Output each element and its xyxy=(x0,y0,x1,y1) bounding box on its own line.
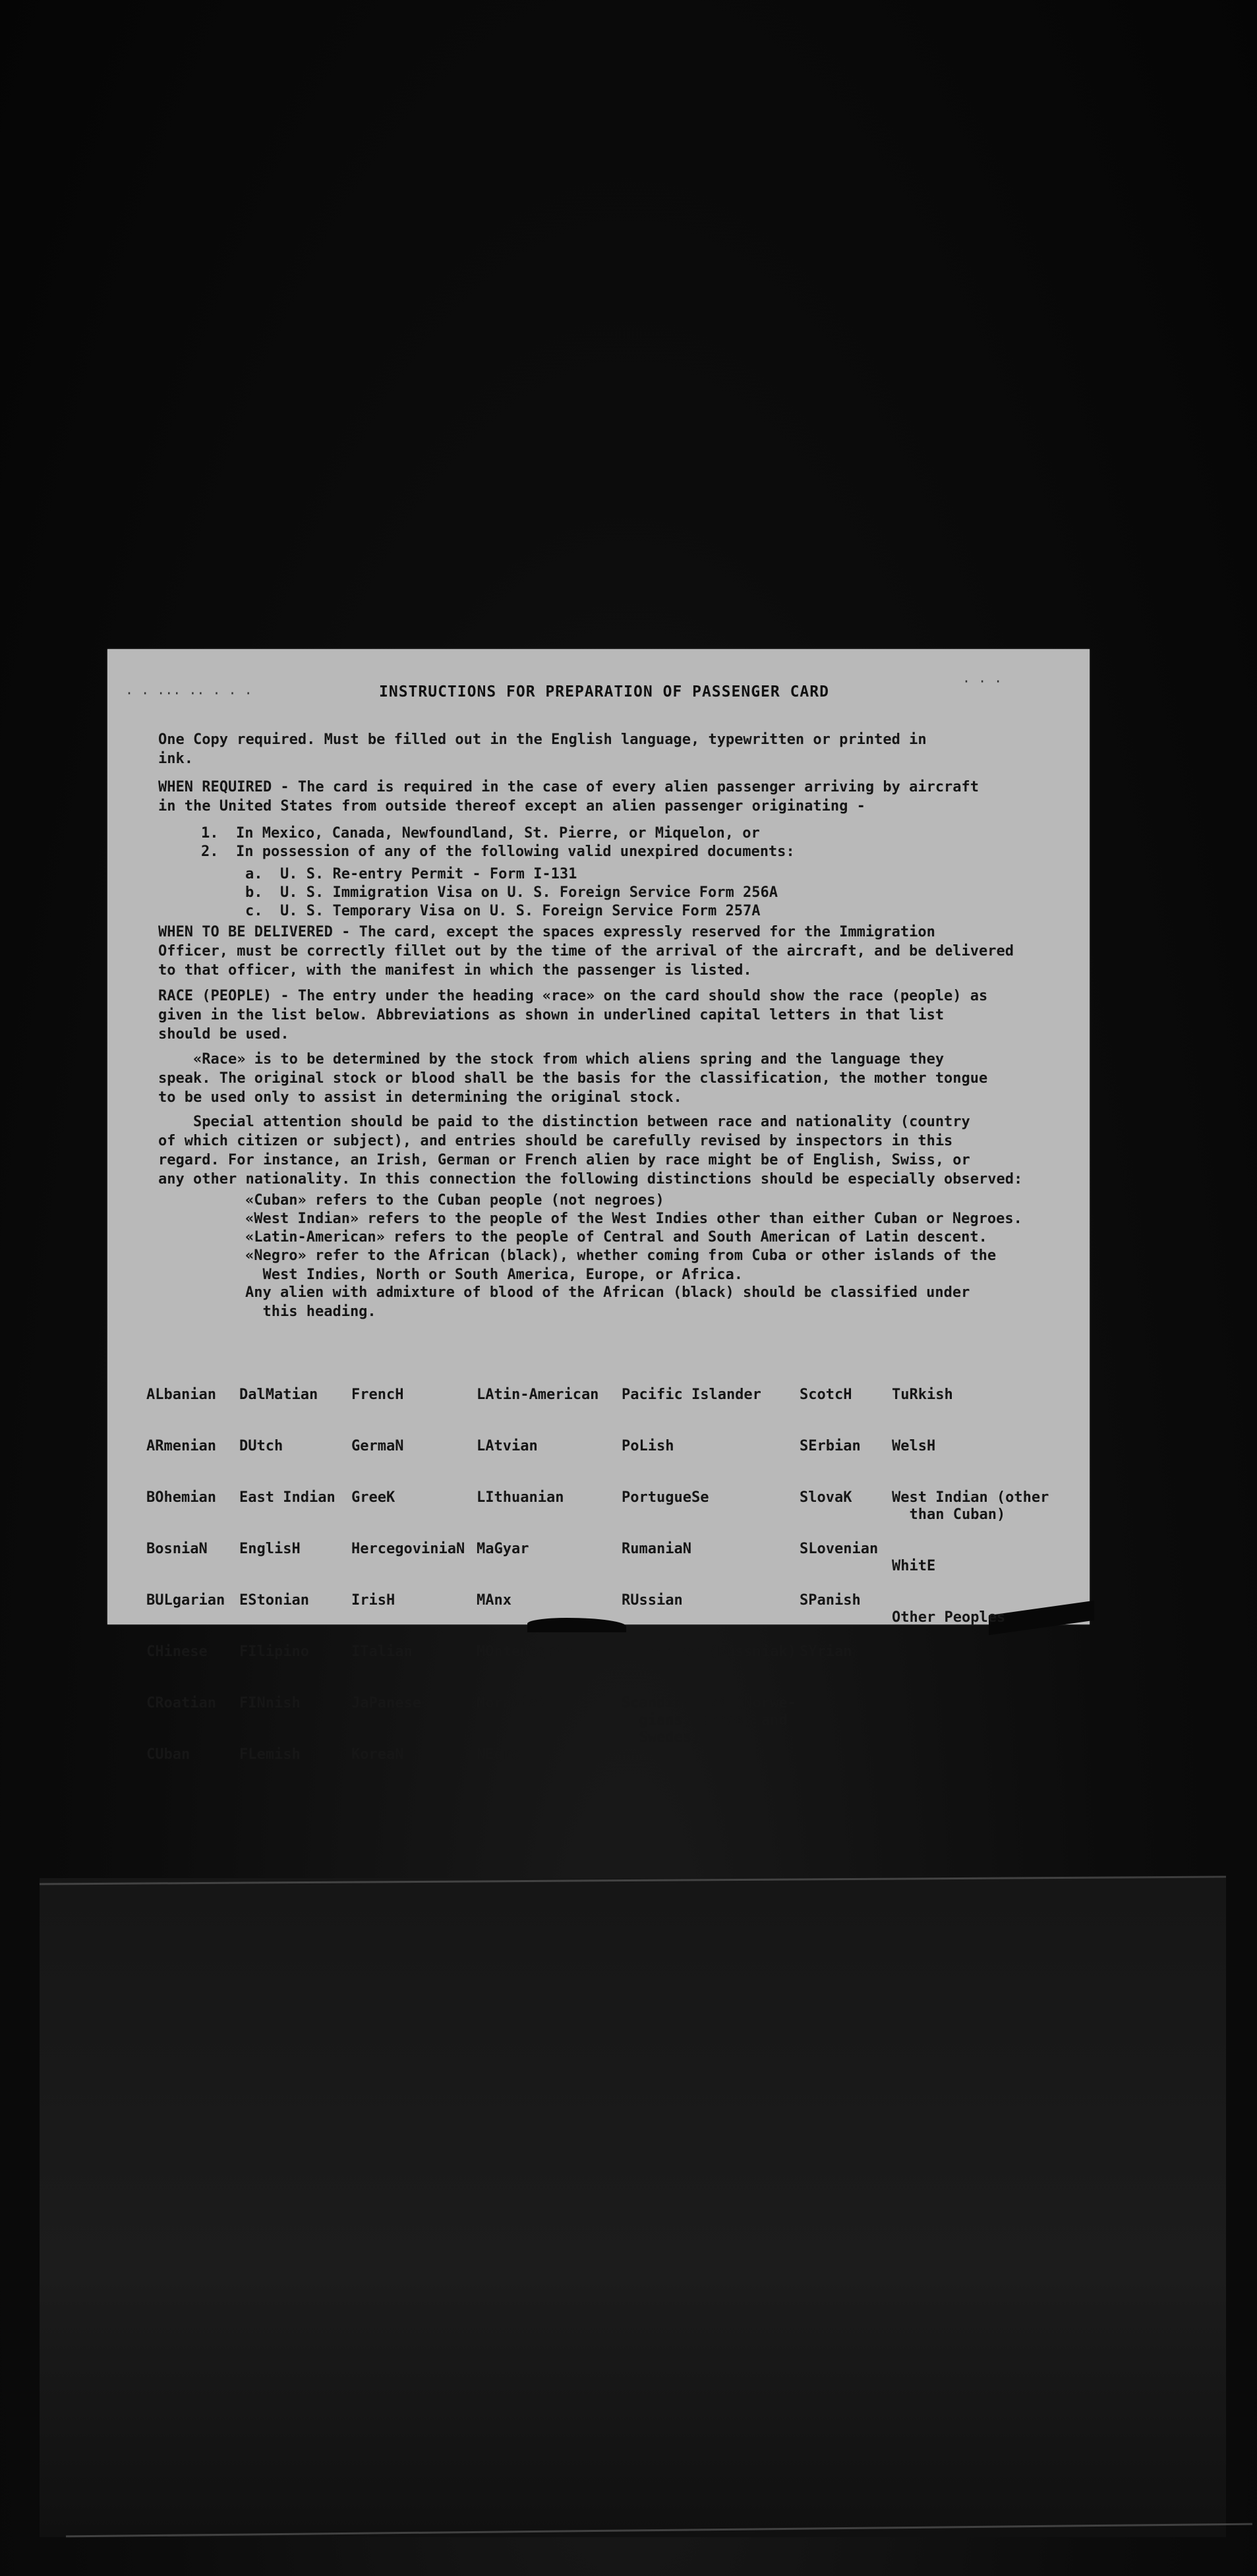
race-list-item: RUssian xyxy=(622,1592,683,1609)
race-list-item: PortugueSe xyxy=(622,1489,709,1506)
intro-paragraph: One Copy required. Must be filled out in the English language, typewritten or printed in ink. xyxy=(158,731,927,767)
race-list-item: DUtch xyxy=(239,1438,283,1454)
race-list-item: DalMatian xyxy=(239,1387,318,1403)
race-list-item: EStonian xyxy=(239,1592,309,1609)
race-list-item: LAtin-American xyxy=(477,1387,599,1403)
special-attention-paragraph: Special attention should be paid to the distinction between race and nationality (country of which citizen or subject), and entries should be carefully revised by inspectors in this regard. For instance, an Irish, German or French alien by race might be of English, Swiss, or any other nationality. In this connection the following distinctions should be especially observed: xyxy=(158,1114,1023,1188)
race-list-item: RuThenian (Russniak) xyxy=(622,1644,796,1660)
race-list-item: BosniaN xyxy=(146,1541,208,1557)
race-list-column-5 xyxy=(622,1352,796,1763)
race-list-item: RumaniaN xyxy=(622,1541,691,1557)
race-list-item: FLemish xyxy=(239,1746,301,1763)
race-list-item: WhitE xyxy=(892,1558,936,1574)
document-title: INSTRUCTIONS FOR PREPARATION OF PASSENGER CARD xyxy=(379,683,829,701)
race-list-column-6 xyxy=(800,1352,878,1678)
race-list-item: Pacific Islander xyxy=(622,1387,761,1403)
race-list-item: CHinese xyxy=(146,1644,208,1660)
race-list-item: SLovenian xyxy=(800,1541,879,1557)
race-list-item: MOntenegrin xyxy=(477,1644,573,1660)
race-list-item: TuRkish xyxy=(892,1387,953,1403)
race-list-item: MoraviaN xyxy=(477,1695,546,1711)
race-list-item: MaGyar xyxy=(477,1541,529,1557)
race-list-item: BOhemian xyxy=(146,1489,216,1506)
race-list-item: CRoatian xyxy=(146,1695,216,1711)
numbered-item-1: 1. In Mexico, Canada, Newfoundland, St. Pierre, or Miquelon, or xyxy=(201,825,760,842)
race-list-item: NEgro xyxy=(477,1746,521,1763)
distinction-west-indian: «West Indian» refers to the people of the West Indies other than either Cuban or Negroes. xyxy=(245,1211,1022,1227)
race-list-item: PoLish xyxy=(622,1438,674,1454)
race-list-item: SPanish xyxy=(800,1592,861,1609)
blank-reverse-area xyxy=(40,1878,1226,2537)
race-list-item: IrisH xyxy=(351,1592,395,1609)
race-people-paragraph: RACE (PEOPLE) - The entry under the heading «race» on the card should show the race (people) as given in the list below. Abbreviations as shown in underlined capital letters in that list should be used. xyxy=(158,988,988,1043)
race-list-column-4 xyxy=(477,1352,599,1781)
race-list-item: JaPanese xyxy=(351,1695,421,1711)
race-list-item: FIlipino xyxy=(239,1644,309,1660)
race-list-item: FINnish xyxy=(239,1695,301,1711)
race-list-item: BULgarian xyxy=(146,1592,225,1609)
race-list-item: ALbanian xyxy=(146,1387,216,1403)
race-list-item: SErbian xyxy=(800,1438,861,1454)
race-list-item: EnglisH xyxy=(239,1541,301,1557)
scan-specks-right: · · · xyxy=(962,673,1003,689)
race-list-column-2 xyxy=(239,1352,336,1781)
distinction-cuban: «Cuban» refers to the Cuban people (not negroes) xyxy=(245,1192,664,1209)
distinction-latin-american: «Latin-American» refers to the people of Central and South American of Latin descent. xyxy=(245,1229,987,1245)
lettered-item-a: a. U. S. Re-entry Permit - Form I-131 xyxy=(245,866,577,882)
distinction-admixture: Any alien with admixture of blood of the African (black) should be classified under this heading. xyxy=(245,1284,970,1320)
race-list-item: CUban xyxy=(146,1746,190,1763)
race-list-item: KoreaN xyxy=(351,1746,404,1763)
race-list-column-3 xyxy=(351,1352,465,1781)
race-list-item: GreeK xyxy=(351,1489,395,1506)
scan-specks-left: · · ··· ·· · · · xyxy=(125,685,252,701)
numbered-item-2: 2. In possession of any of the following valid unexpired documents: xyxy=(201,844,795,860)
race-list-item: SlovaK xyxy=(800,1489,852,1506)
race-list-item: ITalian xyxy=(351,1644,413,1660)
race-definition-paragraph: «Race» is to be determined by the stock from which aliens spring and the language they speak. The original stock or blood shall be the basis for the classification, the mother tongue to be used only to assist in determining the original stock. xyxy=(158,1051,988,1106)
race-list-item: East Indian xyxy=(239,1489,336,1506)
when-required-paragraph: WHEN REQUIRED - The card is required in the case of every alien passenger arriving by aircraft in the United States from outside thereof except an alien passenger originating - xyxy=(158,779,979,815)
race-list-item: ScandinaviaN (Norwe- gians, Danes, and Swedes) xyxy=(622,1695,796,1746)
race-list-item: HercegoviniaN xyxy=(351,1541,465,1557)
race-list-item: ScotcH xyxy=(800,1387,852,1403)
race-list-item: WelsH xyxy=(892,1438,936,1454)
race-list-item: GermaN xyxy=(351,1438,404,1454)
race-list-item: FrencH xyxy=(351,1387,404,1403)
race-list-item: SYrian xyxy=(800,1644,852,1660)
lettered-item-b: b. U. S. Immigration Visa on U. S. Foreign Service Form 256A xyxy=(245,884,778,901)
race-list-item: LAtvian xyxy=(477,1438,538,1454)
lettered-item-c: c. U. S. Temporary Visa on U. S. Foreign Service Form 257A xyxy=(245,903,761,919)
race-list-item: West Indian (other than Cuban) xyxy=(892,1489,1049,1523)
race-list-item: MAnx xyxy=(477,1592,512,1609)
race-list-item: ARmenian xyxy=(146,1438,216,1454)
race-list-item: LIthuanian xyxy=(477,1489,564,1506)
race-list-column-7 xyxy=(892,1352,1049,1644)
when-delivered-paragraph: WHEN TO BE DELIVERED - The card, except the spaces expressly reserved for the Immigration Officer, must be correctly fillet out by the time of the arrival of the aircraft, and be delivered to that officer, with the manifest in which the passenger is listed. xyxy=(158,924,1014,979)
race-list-item: Other Peoples xyxy=(892,1609,1006,1626)
race-list-column-1 xyxy=(146,1352,225,1781)
distinction-negro: «Negro» refer to the African (black), whether coming from Cuba or other islands of the West Indies, North or South America, Europe, or Africa. xyxy=(245,1247,997,1283)
